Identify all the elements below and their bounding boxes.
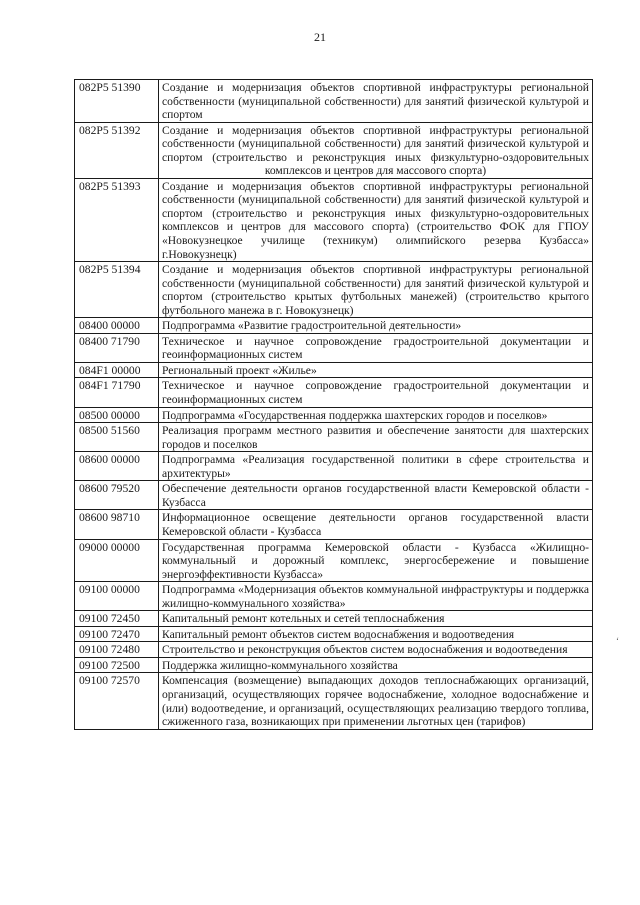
row-name: Техническое и научное сопровождение градостроительной документации и геоинформационных систем: [159, 333, 593, 362]
budget-classification-table: [74, 79, 593, 730]
row-code: 082P5 51393: [75, 178, 159, 261]
row-name: Региональный проект «Жилье»: [159, 362, 593, 378]
table-row: [75, 178, 593, 261]
table-row: [75, 582, 593, 611]
table-row: [75, 362, 593, 378]
table-row: [75, 642, 593, 658]
row-name: Создание и модернизация объектов спортивной инфраструктуры региональной собственности (муниципальной собственности) для занятий физической культурой и спортом (строительство и реконструкция иных физкультурно-оздоровительных комплексов и центров для массового спорта): [159, 122, 593, 178]
row-name: Компенсация (возмещение) выпадающих доходов теплоснабжающих организаций, организаций, осуществляющих горячее водоснабжение, холодное водоснабжение и (или) водоотведение, и организаций, осуществляющих реализацию твердого топлива, сжиженного газа, возникающих при применении льготных цен (тарифов): [159, 673, 593, 729]
table-row: [75, 611, 593, 627]
table-row: [75, 333, 593, 362]
table-row: [75, 626, 593, 642]
row-code: 09100 72470: [75, 626, 159, 642]
row-code: 09100 72450: [75, 611, 159, 627]
row-name: Капитальный ремонт объектов систем водоснабжения и водоотведения: [159, 626, 593, 642]
row-code: 082P5 51390: [75, 80, 159, 123]
table-row: [75, 657, 593, 673]
row-code: 084F1 71790: [75, 378, 159, 407]
table-row: [75, 481, 593, 510]
row-code: 09100 00000: [75, 582, 159, 611]
table-row: [75, 318, 593, 334]
table-row: [75, 510, 593, 539]
table-row: [75, 539, 593, 582]
row-name: Подпрограмма «Модернизация объектов коммунальной инфраструктуры и поддержка жилищно-коммунального хозяйства»: [159, 582, 593, 611]
row-code: 08400 71790: [75, 333, 159, 362]
row-name: Подпрограмма «Реализация государственной политики в сфере строительства и архитектуры»: [159, 452, 593, 481]
table-row: [75, 262, 593, 318]
row-code: 09100 72500: [75, 657, 159, 673]
table-row: [75, 452, 593, 481]
row-name: Создание и модернизация объектов спортивной инфраструктуры региональной собственности (муниципальной собственности) для занятий физической культурой и спортом (строительство и реконструкция иных физкультурно-оздоровительных комплексов и центров для массового спорта) (строительство ФОК для ГПОУ «Новокузнецкое училище (техникум) олимпийского резерва Кузбасса» г.Новокузнецк): [159, 178, 593, 261]
table-row: [75, 423, 593, 452]
row-code: 09100 72480: [75, 642, 159, 658]
row-code: 09100 72570: [75, 673, 159, 729]
row-code: 08600 98710: [75, 510, 159, 539]
row-code: 08400 00000: [75, 318, 159, 334]
row-name: Строительство и реконструкция объектов систем водоснабжения и водоотведения: [159, 642, 593, 658]
row-name: Информационное освещение деятельности органов государственной власти Кемеровской области - Кузбасса: [159, 510, 593, 539]
row-name: Подпрограмма «Государственная поддержка шахтерских городов и поселков»: [159, 407, 593, 423]
row-code: 08500 51560: [75, 423, 159, 452]
row-code: 084F1 00000: [75, 362, 159, 378]
row-name: Государственная программа Кемеровской области - Кузбасса «Жилищно-коммунальный и дорожный комплекс, энергосбережение и повышение энергоэффективности Кузбасса»: [159, 539, 593, 582]
table-row: [75, 378, 593, 407]
row-code: 08600 00000: [75, 452, 159, 481]
row-name: Капитальный ремонт котельных и сетей теплоснабжения: [159, 611, 593, 627]
row-name: Техническое и научное сопровождение градостроительной документации и геоинформационных систем: [159, 378, 593, 407]
page-number: 21: [314, 30, 326, 44]
row-name: Реализация программ местного развития и обеспечение занятости для шахтерских городов и поселков: [159, 423, 593, 452]
row-name: Поддержка жилищно-коммунального хозяйства: [159, 657, 593, 673]
row-code: 08600 79520: [75, 481, 159, 510]
row-code: 09000 00000: [75, 539, 159, 582]
table-row: [75, 673, 593, 729]
table-row: [75, 122, 593, 178]
row-name: Создание и модернизация объектов спортивной инфраструктуры региональной собственности (муниципальной собственности) для занятий физической культурой и спортом (строительство крытых футбольных манежей) (строительство крытого футбольного манежа в г. Новокузнецк): [159, 262, 593, 318]
scan-mark: ‘: [616, 636, 619, 646]
table-body: [75, 80, 593, 730]
row-code: 082P5 51392: [75, 122, 159, 178]
row-name: Создание и модернизация объектов спортивной инфраструктуры региональной собственности (муниципальной собственности) для занятий физической культурой и спортом: [159, 80, 593, 123]
table-row: [75, 407, 593, 423]
table-row: [75, 80, 593, 123]
row-code: 082P5 51394: [75, 262, 159, 318]
row-name: Подпрограмма «Развитие градостроительной деятельности»: [159, 318, 593, 334]
row-code: 08500 00000: [75, 407, 159, 423]
row-name: Обеспечение деятельности органов государственной власти Кемеровской области - Кузбасса: [159, 481, 593, 510]
